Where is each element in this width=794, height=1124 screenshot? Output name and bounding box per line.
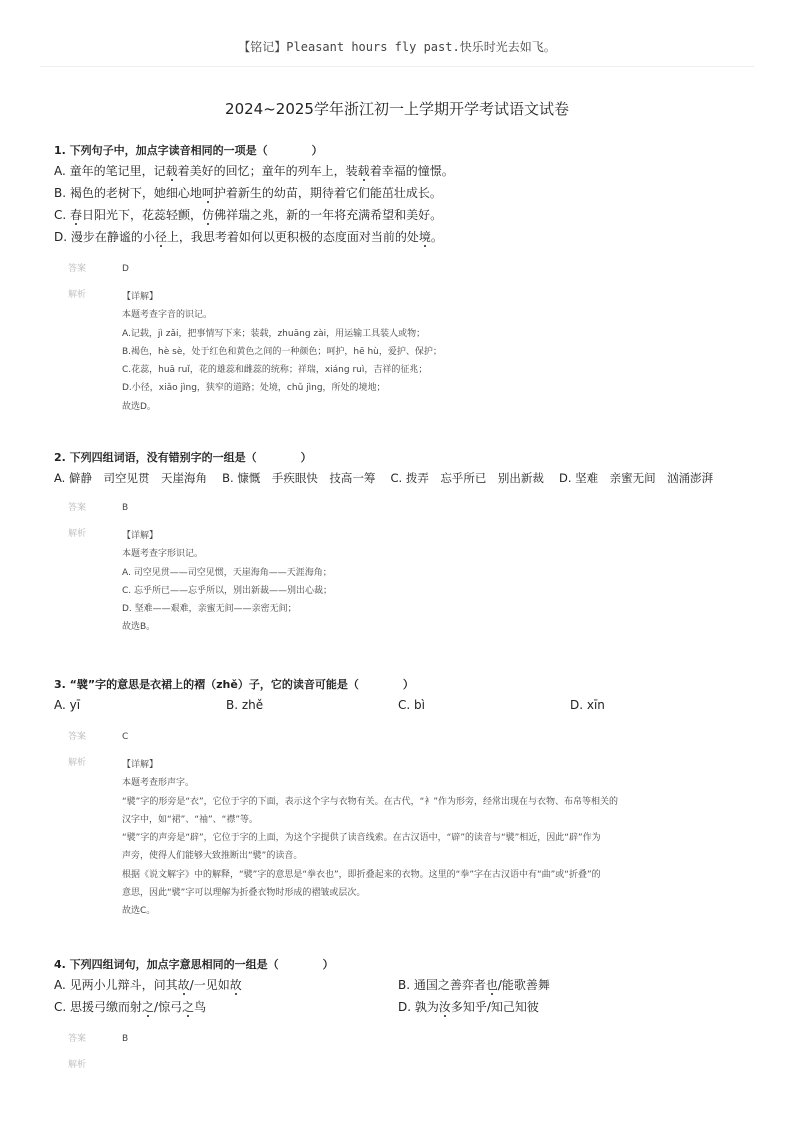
explanation-line: C.花蕊，huā ruǐ，花的雄蕊和雌蕊的统称；祥瑞，xiáng ruì，吉祥的征兆；	[122, 365, 428, 376]
explanation-line: 【详解】	[122, 760, 159, 770]
explanation-line: D.小径，xiǎo jìng，狭窄的道路；处境，chǔ jìng，所处的境地；	[122, 383, 386, 394]
dotted-char: 故	[230, 974, 242, 996]
options-row	[54, 694, 754, 716]
dotted-char: 载	[166, 160, 178, 182]
question-4	[54, 956, 754, 1072]
option-b: B. 通国之善弈者也/能歌善舞	[398, 974, 742, 996]
explanation-line: “襞”字的声旁是“辟”，它位于字的上面，为这个字提供了读音线索。在古汉语中，“辟”的读音与“襞”相近，因此“辟”作为	[122, 833, 601, 844]
option-c: C. 春日阳光下，花蕊轻颤，仿佛祥瑞之兆，新的一年将充满希望和美好。	[54, 204, 754, 226]
option-a: A. 童年的笔记里，记载着美好的回忆；童年的列车上，装载着幸福的憧憬。	[54, 160, 754, 182]
question-stem: 3. “襞”字的意思是衣裙上的褶（zhě）子，它的读音可能是（ ）	[54, 678, 414, 691]
dotted-char: 也	[486, 974, 498, 996]
answer-row	[54, 501, 754, 515]
dotted-char: 呵	[202, 182, 214, 204]
dotted-char: 之	[182, 996, 194, 1018]
dotted-char: 汝	[439, 996, 451, 1018]
explanation-line: 汉字中，如“裙”、“袖”、“襟”等。	[122, 814, 258, 825]
answer-row	[54, 730, 754, 744]
dotted-char: 载	[358, 160, 370, 182]
explanation-line: 本题考查形声字。	[122, 778, 195, 789]
answer-label: 答案	[68, 503, 87, 513]
answer-value: B	[122, 1034, 129, 1044]
option-a: A. 见两小儿辩斗，问其故/一见如故	[54, 974, 398, 996]
option-b: B. zhě	[226, 698, 264, 712]
answer-row	[54, 1032, 754, 1046]
explain-label: 解析	[68, 290, 87, 300]
explanation-block	[54, 527, 754, 637]
explanation-block	[54, 756, 754, 921]
question-stem: 1. 下列句子中，加点字读音相同的一项是（ ）	[54, 144, 323, 157]
answer-row	[54, 262, 754, 276]
explanation-line: B.褐色，hè sè，处于红色和黄色之间的一种颜色；呵护，hē hù，爱护、保护；	[122, 346, 442, 357]
dotted-char: 仿	[202, 204, 214, 226]
explanation-block	[54, 288, 754, 416]
explanation-line: 声旁，使得人们能够大致推断出“襞”的读音。	[122, 851, 303, 862]
explanation-line: 【详解】	[122, 292, 159, 302]
answer-label: 答案	[68, 732, 87, 742]
option-c: C. bì	[398, 698, 425, 712]
page-motto: 【铭记】Pleasant hours fly past.快乐时光去如飞。	[238, 40, 556, 54]
option-d: D. 孰为汝多知乎/知己知彼	[398, 996, 742, 1018]
explanation-line: A.记载，jì zǎi，把事情写下来；装载，zhuāng zài，用运输工具装人或物；	[122, 328, 426, 339]
answer-value: D	[122, 264, 129, 274]
explanation-line: 根据《说文解字》中的解释，“襞”字的意思是“拳衣也”，即折叠起来的衣物。这里的“拳”字在古汉语中有“曲”或“折叠”的	[122, 869, 601, 880]
option-d: D. 漫步在静谧的小径上，我思考着如何以更积极的态度面对当前的处境。	[54, 226, 754, 248]
dotted-char: 春	[70, 204, 82, 226]
option-c: C. 思援弓缴而射之/惊弓之鸟	[54, 996, 398, 1018]
explanation-line: C. 忘乎所已——忘乎所以，别出新裁——别出心裁；	[122, 585, 333, 596]
options-row	[54, 974, 754, 996]
explain-label: 解析	[68, 1060, 87, 1070]
dotted-char: 境	[419, 226, 431, 248]
option-b: B. 褐色的老树下，她细心地呵护着新生的幼苗，期待着它们能茁壮成长。	[54, 182, 754, 204]
question-2	[54, 449, 754, 637]
header-divider	[40, 66, 754, 67]
answer-value: B	[122, 503, 129, 513]
explanation-line: 意思，因此“襞”字可以理解为折叠衣物时形成的褶皱或层次。	[122, 888, 366, 899]
page-title: 2024~2025学年浙江初一上学期开学考试语文试卷	[225, 100, 569, 118]
explanation-line: 【详解】	[122, 531, 159, 541]
question-stem: 4. 下列四组词句，加点字意思相同的一组是（ ）	[54, 958, 334, 971]
dotted-char: 故	[178, 974, 190, 996]
answer-label: 答案	[68, 264, 87, 274]
explanation-line: “襞”字的形旁是“衣”，它位于字的下面，表示这个字与衣物有关。在古代，“衤”作为形旁，经常出现在与衣物、布帛等相关的	[122, 796, 618, 807]
answer-value: C	[122, 732, 129, 742]
question-3	[54, 676, 754, 921]
explain-label: 解析	[68, 529, 87, 539]
dotted-char: 径	[155, 226, 167, 248]
question-1	[54, 142, 754, 416]
answer-label: 答案	[68, 1034, 87, 1044]
option-d: D. xīn	[570, 698, 605, 712]
explanation-line: D. 坚难——艰难，亲蜜无间——亲密无间；	[122, 604, 297, 615]
explanation-line: 本题考查字形识记。	[122, 549, 204, 560]
options-row	[54, 996, 754, 1018]
options-row: A. 僻静 司空见贯 天崖海角 B. 慷慨 手疾眼快 技高一筹 C. 拨弄 忘乎所已 别出新裁 D. 坚难 亲蜜无间 汹涌澎湃	[54, 471, 714, 485]
explanation-line: 本题考查字音的识记。	[122, 310, 213, 321]
explanation-line: 故选D。	[122, 401, 156, 412]
question-stem: 2. 下列四组词语，没有错别字的一组是（ ）	[54, 451, 312, 464]
dotted-char: 之	[142, 996, 154, 1018]
explanation-block	[54, 1058, 754, 1072]
explanation-line: 故选B。	[122, 622, 156, 633]
explain-label: 解析	[68, 758, 87, 768]
option-a: A. yī	[54, 698, 81, 712]
explanation-line: A. 司空见贯——司空见惯，天崖海角——天涯海角；	[122, 567, 332, 578]
explanation-line: 故选C。	[122, 906, 156, 917]
